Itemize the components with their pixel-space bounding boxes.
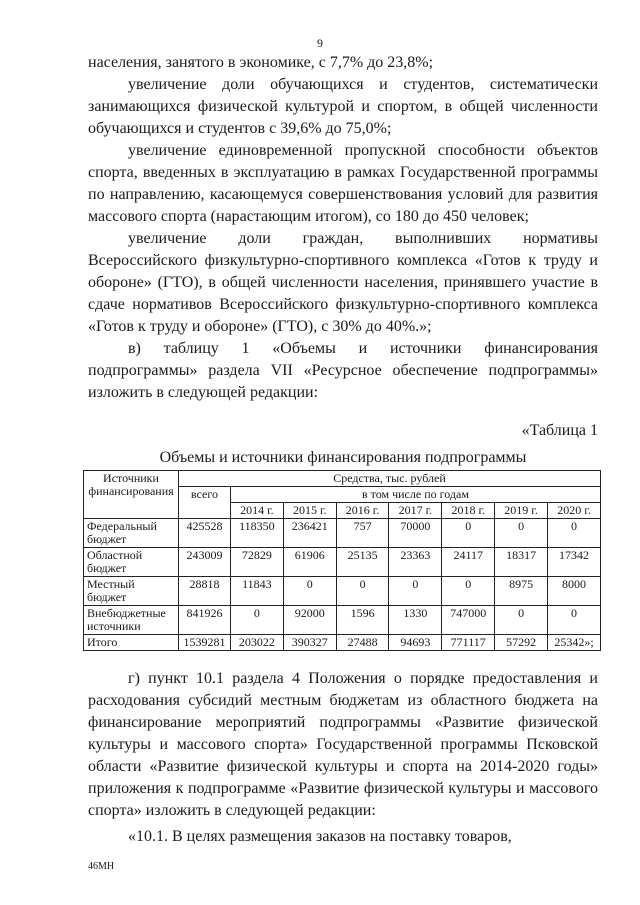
cell-value: 390327: [283, 635, 336, 651]
table-row: [84, 606, 601, 635]
cell-value: 757: [336, 519, 389, 548]
header-year: 2016 г.: [336, 503, 389, 519]
table-row: [84, 519, 601, 548]
row-total: 243009: [178, 548, 230, 577]
cell-value: 747000: [442, 606, 495, 635]
paragraph: увеличение единовременной пропускной способности объектов спорта, введенных в эксплуатацию в рамках Государственной программы по направлению, касающемуся совершенствования условий для развития массового спорта (нарастающим итогом), со 180 до 450 человек;: [88, 142, 598, 225]
cell-value: 0: [547, 519, 600, 548]
cell-value: 8975: [495, 577, 548, 606]
header-year: 2020 г.: [547, 503, 600, 519]
cell-value: 0: [442, 577, 495, 606]
row-source: Внебюджетные источники: [84, 606, 179, 635]
paragraph: «10.1. В целях размещения заказов на поставку товаров,: [128, 828, 512, 845]
header-funds: Средства, тыс. рублей: [178, 471, 600, 487]
cell-value: 61906: [283, 548, 336, 577]
table-row: [84, 548, 601, 577]
cell-value: 23363: [389, 548, 442, 577]
cell-value: 203022: [230, 635, 283, 651]
cell-value: 0: [495, 606, 548, 635]
cell-value: 0: [389, 577, 442, 606]
row-source: Областной бюджет: [84, 548, 179, 577]
cell-value: 0: [442, 519, 495, 548]
row-total: 841926: [178, 606, 230, 635]
table-reference: «Таблица 1: [521, 422, 598, 439]
cell-value: 0: [547, 606, 600, 635]
cell-value: 57292: [495, 635, 548, 651]
cell-value: 17342: [547, 548, 600, 577]
row-source: Федеральный бюджет: [84, 519, 179, 548]
body-text-top: [88, 52, 598, 442]
header-year: 2015 г.: [283, 503, 336, 519]
cell-value: 94693: [389, 635, 442, 651]
row-total: 1539281: [178, 635, 230, 651]
header-year: 2018 г.: [442, 503, 495, 519]
cell-value: 72829: [230, 548, 283, 577]
cell-value: 236421: [283, 519, 336, 548]
header-year: 2014 г.: [230, 503, 283, 519]
paragraph: в) таблицу 1 «Объемы и источники финансирования подпрограммы» раздела VII «Ресурсное обеспечение подпрограммы» изложить в следующей редакции:: [88, 340, 598, 401]
paragraph: увеличение доли граждан, выполнивших нормативы Всероссийского физкультурно-спортивного комплекса «Готов к труду и обороне» (ГТО), в общей численности населения, принявшего участие в сдаче нормативов Всероссийского физкультурно-спортивного комплекса «Готов к труду и обороне» (ГТО), с 30% до 40%.»;: [88, 230, 598, 335]
row-total: 425528: [178, 519, 230, 548]
table-caption: Объемы и источники финансирования подпрограммы: [159, 449, 527, 466]
cell-value: 0: [283, 577, 336, 606]
page-number: 9: [317, 36, 323, 50]
table-row: [84, 577, 601, 606]
cell-value: 0: [336, 577, 389, 606]
cell-value: 0: [230, 606, 283, 635]
cell-value: 1596: [336, 606, 389, 635]
paragraph: увеличение доли обучающихся и студентов, систематически занимающихся физической культурой и спортом, в общей численности обучающихся и студентов с 39,6% до 75,0%;: [88, 76, 598, 137]
row-source: Местный бюджет: [84, 577, 179, 606]
header-year: 2019 г.: [495, 503, 548, 519]
footer-code: 46МН: [88, 861, 115, 872]
cell-value: 1330: [389, 606, 442, 635]
cell-value: 118350: [230, 519, 283, 548]
cell-value: 27488: [336, 635, 389, 651]
cell-value: 24117: [442, 548, 495, 577]
cell-value: 92000: [283, 606, 336, 635]
paragraph: населения, занятого в экономике, с 7,7% до 23,8%;: [88, 54, 434, 71]
financing-table: [83, 470, 601, 651]
cell-value: 18317: [495, 548, 548, 577]
cell-value: 11843: [230, 577, 283, 606]
body-text-bottom: [88, 668, 598, 848]
row-source: Итого: [84, 635, 179, 651]
cell-value: 70000: [389, 519, 442, 548]
cell-value: 0: [495, 519, 548, 548]
cell-value: 25342»;: [547, 635, 600, 651]
table-row-total: [84, 635, 601, 651]
header-source: Источники финансирования: [84, 471, 179, 519]
header-by-year: в том числе по годам: [230, 487, 600, 503]
paragraph: г) пункт 10.1 раздела 4 Положения о порядке предоставления и расходования субсидий местным бюджетам из областного бюджета на финансирование мероприятий подпрограммы «Развитие физической культуры и массового спорта» Государственной программы Псковской области «Развитие физической культуры и спорта на 2014-2020 годы» приложения к подпрограмме «Развитие физической культуры и массового спорта» изложить в следующей редакции:: [88, 670, 598, 819]
cell-value: 25135: [336, 548, 389, 577]
cell-value: 771117: [442, 635, 495, 651]
cell-value: 8000: [547, 577, 600, 606]
header-year: 2017 г.: [389, 503, 442, 519]
header-total: всего: [178, 487, 230, 519]
row-total: 28818: [178, 577, 230, 606]
